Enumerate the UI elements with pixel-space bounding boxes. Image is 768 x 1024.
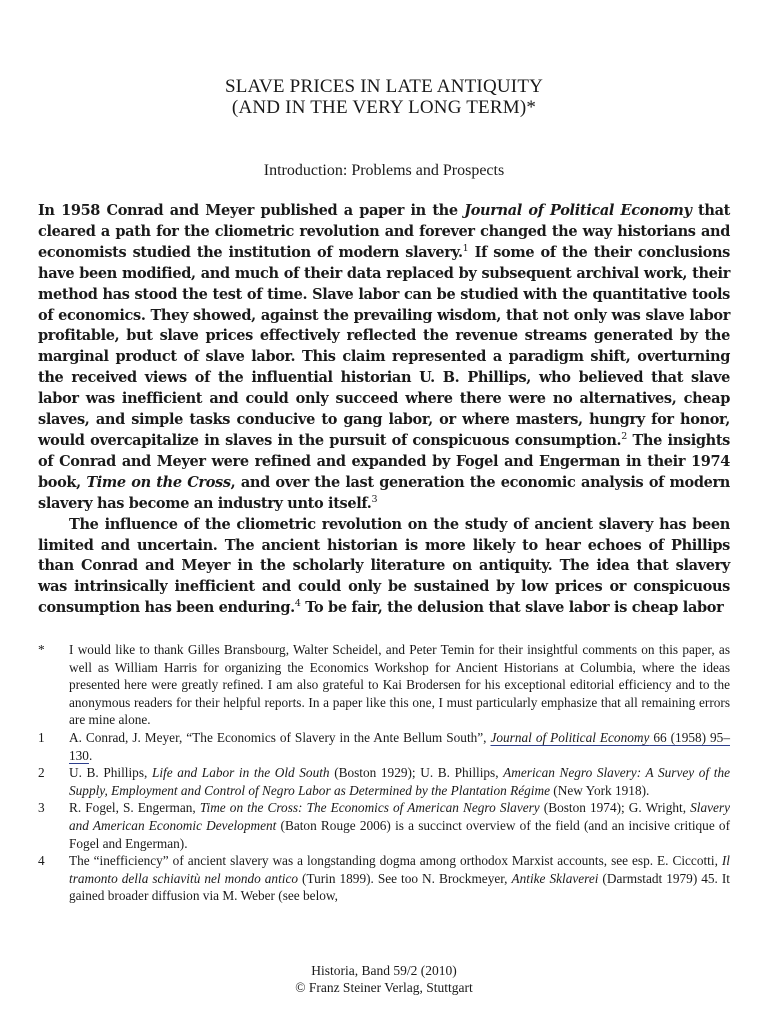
italic-title: Journal of Political Economy xyxy=(490,729,650,745)
text-span: 66 (1958) 95–130 xyxy=(69,729,730,763)
text-span: To be fair, the delusion that slave labor is cheap labor xyxy=(300,599,724,617)
footnote-text xyxy=(69,799,730,852)
italic-title: American Negro Slavery: A Survey of the Supply, Employment and Control of Negro Labor as Determined by the Plantation Régime xyxy=(69,765,730,798)
italic-title: Journal of Political Economy xyxy=(464,202,692,219)
footnote-mark: * xyxy=(38,642,45,657)
text-span: (Turin 1899). See too N. Brockmeyer, xyxy=(298,870,512,886)
page xyxy=(38,0,730,1024)
footnote-mark: 4 xyxy=(38,853,45,869)
text-span: (Baton Rouge 2006) is a succinct overview of the field (and an incisive critique of Fogel and Engerman). xyxy=(69,817,731,851)
footnote-mark: 1 xyxy=(38,729,45,745)
text-span: If some of the their conclusions have been modified, and much of their data replaced by subsequent archival work, their method has stood the test of time. Slave labor can be studied with the quantitative tools of economics. They showed, against the prevailing wisdom, that not only was slave labor profitable, but slave prices effectively reflected the revenue streams generated by the marginal product of slave labor. This claim represented a paradigm shift, overturning the received views of the influential historian U. B. Phillips, who believed that slave labor was inefficient and could only succeed where there were no alternatives, cheap slaves, and simple tasks conducive to gang labor, or where masters, hungry for honor, would overcapitalize in slaves in the pursuit of conspicuous consumption. xyxy=(38,243,730,449)
italic-title: Slavery and American Economic Development xyxy=(69,800,730,833)
title-line-1: SLAVE PRICES IN LATE ANTIQUITY xyxy=(224,76,544,97)
footnote-ref-4[interactable]: 4 xyxy=(294,598,301,610)
article-title xyxy=(38,76,730,118)
footnote-mark: 2 xyxy=(38,765,45,781)
footnote-text xyxy=(69,852,730,905)
publisher-copyright: © Franz Steiner Verlag, Stuttgart xyxy=(295,980,473,995)
page-footer xyxy=(38,962,730,996)
text-span: (Boston 1929); U. B. Phillips, xyxy=(329,765,504,781)
footnote-star xyxy=(38,641,730,729)
footnote-1 xyxy=(38,729,730,764)
text-span: , and over the last generation the economic analysis of modern slavery has become an industry unto itself. xyxy=(38,473,730,512)
footnote-4 xyxy=(38,852,730,905)
text-span: . xyxy=(88,747,93,763)
journal-citation: Historia, Band 59/2 (2010) xyxy=(311,963,457,978)
text-span: The “inefficiency” of ancient slavery was a longstanding dogma among orthodox Marxist accounts, see esp. E. Ciccotti, xyxy=(69,853,722,869)
title-line-2: (AND IN THE VERY LONG TERM)* xyxy=(231,97,537,118)
text-span: R. Fogel, S. Engerman, xyxy=(69,800,200,816)
text-span: The insights of Conrad and Meyer were refined and expanded by Fogel and Engerman in their 1974 book, xyxy=(38,431,731,491)
footnote-ref-1[interactable]: 1 xyxy=(462,242,469,254)
footnote-2 xyxy=(38,764,730,799)
footnote-ref-3[interactable]: 3 xyxy=(371,493,378,505)
text-span: (New York 1918). xyxy=(549,782,650,798)
footnote-3 xyxy=(38,799,730,852)
text-span: A. Conrad, J. Meyer, “The Economics of Slavery in the Ante Bellum South”, xyxy=(69,729,491,745)
footnote-text: I would like to thank Gilles Bransbourg, Walter Scheidel, and Peter Temin for their insightful comments on this paper, as well as William Harris for organizing the Economics Workshop for Ancient Historians at Columbia, where the ideas presented here were greatly refined. I am also grateful to Kai Brodersen for his exceptional editorial efficiency and to the anonymous readers for their helpful reports. In a paper like this one, I must particularly emphasize that all remaining errors are mine alone. xyxy=(69,642,730,728)
footnotes xyxy=(38,641,730,905)
text-span: In 1958 Conrad and Meyer published a paper in the xyxy=(38,202,465,219)
italic-title: Time on the Cross: The Economics of American Negro Slavery xyxy=(199,800,540,816)
text-span: that cleared a path for the cliometric revolution and forever changed the way historians and economists studied the institution of modern slavery. xyxy=(38,202,730,261)
text-span: (Boston 1974); G. Wright, xyxy=(539,800,691,816)
text-span: U. B. Phillips, xyxy=(69,765,152,781)
footnote-ref-2[interactable]: 2 xyxy=(621,431,627,443)
paragraph-2 xyxy=(38,515,730,620)
text-span: The influence of the cliometric revolution on the study of ancient slavery has been limited and uncertain. The ancient historian is more likely to hear echoes of Phillips than Conrad and Meyer in the scholarly literature on antiquity. The idea that slavery was intrinsically inefficient and could only be sustained by low prices or conspicuous consumption has been enduring. xyxy=(38,515,730,617)
italic-title: Time on the Cross xyxy=(86,473,231,491)
text-span: (Darmstadt 1979) 45. It gained broader diffusion via M. Weber (see below, xyxy=(69,870,730,904)
footnote-mark: 3 xyxy=(38,800,45,816)
italic-title: Antike Sklaverei xyxy=(511,870,599,886)
footnote-text xyxy=(69,764,730,799)
section-heading: Introduction: Problems and Prospects xyxy=(263,162,505,179)
paragraph-1 xyxy=(38,201,730,515)
body-text xyxy=(38,201,730,619)
italic-title: Life and Labor in the Old South xyxy=(151,765,330,781)
italic-title: Il tramonto della schiavitù nel mondo antico xyxy=(69,853,730,886)
footnote-text xyxy=(69,729,730,764)
